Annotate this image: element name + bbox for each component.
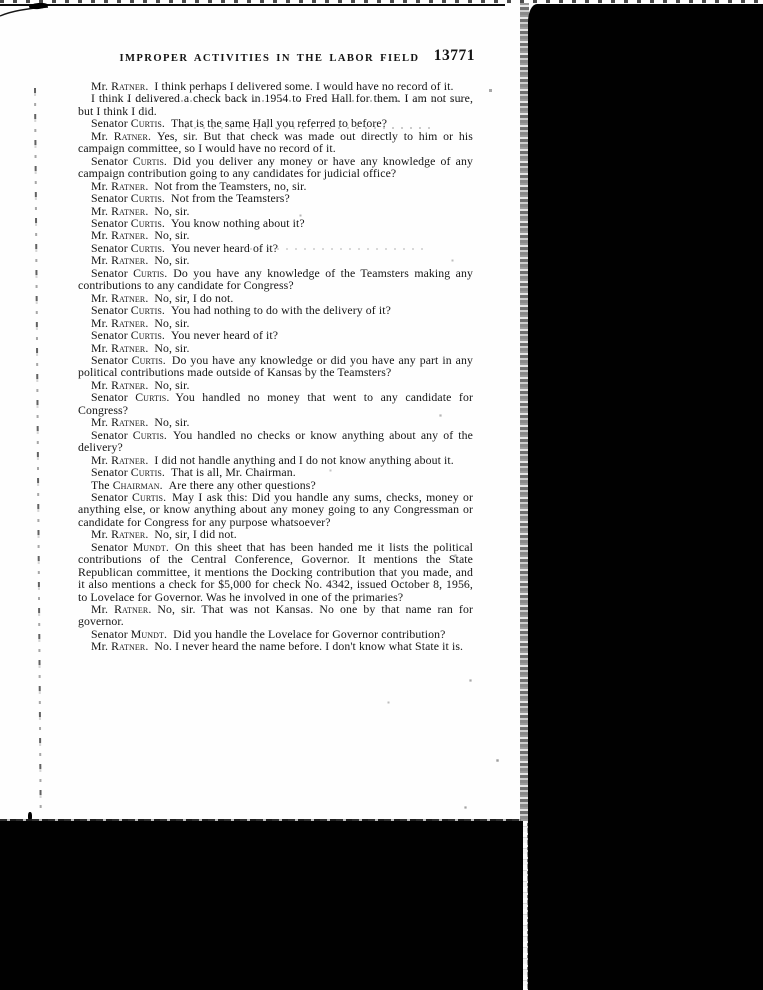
transcript-paragraph: Mr. Ratner. No. I never heard the name before. I don't know what State it is. [91, 639, 464, 654]
transcript-paragraph: Mr. Ratner. No, sir. [91, 228, 190, 243]
transcript [78, 80, 473, 653]
speaker-prefix: Mr. [91, 377, 112, 392]
page-edge-strip-lower [523, 821, 528, 990]
transcript-paragraph: Mr. Ratner. No, sir. [91, 340, 190, 355]
speech-text: You never heard of it? [170, 240, 279, 255]
transcript-paragraph: Senator Curtis. That is the same Hall you referred to before? [91, 116, 388, 131]
speech-text: You had nothing to do with the delivery of it? [170, 303, 391, 318]
speaker-name: Ratner [111, 527, 146, 542]
speaker-prefix: Senator [91, 215, 131, 230]
speaker-prefix: Mr. [91, 527, 112, 542]
speech-text: That is all, Mr. Chairman. [170, 465, 296, 480]
speaker-prefix: Mr. [91, 452, 112, 467]
transcript-paragraph: Mr. Ratner. No, sir. [91, 253, 190, 268]
transcript-paragraph: Mr. Ratner. I think perhaps I delivered some. I would have no record of it. [91, 79, 454, 93]
speaker-name: Curtis [130, 328, 162, 343]
speaker-name: Ratner [111, 415, 146, 430]
speaker-prefix: Senator [91, 328, 131, 343]
speaker-prefix: Senator [91, 265, 134, 280]
transcript-paragraph: Senator Curtis. That is all, Mr. Chairman. [91, 465, 296, 480]
speech-text: Are there any other questions? [168, 477, 316, 492]
transcript-paragraph: Mr. Ratner. I did not handle anything and I do not know anything about it. [91, 452, 454, 467]
speech-text: No, sir. [154, 340, 190, 355]
scan-top-dashes [0, 0, 763, 3]
speech-text: No, sir, I did not. [154, 527, 237, 542]
speaker-prefix: Senator [91, 303, 131, 318]
transcript-paragraph: Senator Mundt. On this sheet that has been handed me it lists the political contributions of the Central Conference, Governor. It mentions the State Republican committee, it mentions the Docking contribution that you made, and it also mentions a check for $5,000 for check No. 4342, issued October 8, 1956, to Lovelace for Governor. Was he involved in one of the primaries? [78, 539, 473, 604]
transcript-paragraph: Mr. Ratner. No, sir. [91, 415, 190, 430]
speaker-name: Ratner [114, 602, 149, 617]
binding-gutter-line [34, 88, 41, 814]
page-bottom-edge [0, 819, 521, 822]
speaker-prefix: Mr. [91, 340, 112, 355]
speaker-prefix: Mr. [91, 253, 112, 268]
transcript-paragraph: Senator Curtis. Do you have any knowledge of the Teamsters making any contributions to any candidate for Congress? [78, 265, 473, 293]
speaker-prefix: Mr. [91, 203, 112, 218]
speaker-prefix: Mr. [91, 415, 112, 430]
speaker-name: Ratner [111, 639, 146, 654]
transcript-paragraph: Mr. Ratner. No, sir. [91, 203, 190, 218]
transcript-paragraph: Senator Mundt. Did you handle the Lovelace for Governor contribution? [91, 626, 446, 641]
speech-text: Do you have any knowledge of the Teamsters making any contributions to any candidate for Congress? [78, 265, 473, 293]
speaker-name: Curtis [132, 153, 164, 168]
transcript-paragraph: Mr. Ratner. No, sir, I did not. [91, 527, 237, 542]
speaker-prefix: Senator [91, 390, 136, 405]
speaker-name: Ratner [111, 315, 146, 330]
speaker-prefix: Senator [91, 489, 132, 504]
transcript-paragraph: Mr. Ratner. No, sir. [91, 377, 190, 392]
speaker-prefix: Mr. [91, 79, 112, 93]
speech-text: No, sir. [154, 315, 190, 330]
transcript-paragraph: Senator Curtis. You had nothing to do with the delivery of it? [91, 303, 391, 318]
speaker-name: Curtis [133, 265, 165, 280]
speaker-name: Ratner [111, 228, 146, 243]
speech-text: That is the same Hall you referred to before? [170, 116, 388, 131]
speaker-name: Mundt [130, 626, 165, 641]
speech-text: I did not handle anything and I do not know anything about it. [154, 452, 454, 467]
transcript-paragraph: Senator Curtis. May I ask this: Did you handle any sums, checks, money or anything else, or know anything about any money going to any Congressman or candidate for Congress for any purpose whatsoever? [78, 489, 473, 529]
speech-text: Did you deliver any money or have any knowledge of any campaign contribution going to any candidates for judicial office? [78, 153, 473, 181]
speaker-name: Curtis [132, 427, 164, 442]
speaker-prefix: The [91, 477, 113, 492]
speech-text: Not from the Teamsters, no, sir. [154, 178, 307, 193]
transcript-paragraph [78, 92, 473, 117]
speaker-name: Ratner [111, 79, 146, 93]
speaker-prefix: Senator [91, 626, 131, 641]
speaker-name: Ratner [111, 203, 146, 218]
transcript-paragraph: Senator Curtis. You handled no checks or know anything about any of the delivery? [78, 427, 473, 455]
speaker-prefix: Senator [91, 191, 131, 206]
speaker-name: Ratner [111, 253, 146, 268]
speaker-name: Curtis [130, 215, 162, 230]
speech-text: You know nothing about it? [170, 215, 305, 230]
speech-text: No, sir. That was not Kansas. No one by that name ran for governor. [78, 602, 473, 629]
transcript-paragraph: Senator Curtis. You handled no money that went to any candidate for Congress? [78, 390, 473, 417]
running-head-title: IMPROPER ACTIVITIES IN THE LABOR FIELD [119, 53, 420, 64]
transcript-paragraph: Senator Curtis. Not from the Teamsters? [91, 191, 290, 206]
speech-text: No, sir. [154, 228, 190, 243]
transcript-paragraph: Mr. Ratner. No, sir. That was not Kansas. No one by that name ran for governor. [78, 602, 473, 629]
speech-text: Not from the Teamsters? [170, 191, 290, 206]
speaker-prefix: Mr. [91, 128, 114, 143]
speaker-prefix: Mr. [91, 639, 112, 654]
speech-text: No. I never heard the name before. I don't know what State it is. [154, 639, 464, 654]
speaker-prefix: Senator [91, 352, 132, 367]
transcript-paragraph: The Chairman. Are there any other questions? [91, 477, 316, 492]
speaker-name: Curtis [130, 116, 162, 131]
speaker-name: Curtis [130, 303, 162, 318]
speaker-name: Ratner [111, 452, 146, 467]
speaker-prefix: Senator [91, 240, 131, 255]
speech-text: You never heard of it? [170, 328, 279, 343]
speaker-prefix: Senator [91, 465, 131, 480]
transcript-paragraph: Mr. Ratner. No, sir. [91, 315, 190, 330]
transcript-paragraph: Mr. Ratner. Yes, sir. But that check was made out directly to him or his campaign committee, so I would have no record of it. [78, 128, 473, 156]
speaker-prefix: Mr. [91, 228, 112, 243]
transcript-paragraph: Senator Curtis. Did you deliver any money or have any knowledge of any campaign contribution going to any candidates for judicial office? [78, 153, 473, 181]
speaker-name: Chairman [112, 477, 160, 492]
speaker-prefix: Senator [91, 116, 131, 131]
speech-text: No, sir. [154, 203, 190, 218]
running-head [78, 47, 475, 64]
page-content [78, 47, 475, 654]
speaker-prefix: Mr. [91, 290, 112, 305]
speaker-prefix: Senator [91, 153, 133, 168]
speaker-name: Curtis [130, 191, 162, 206]
speech-text: I think perhaps I delivered some. I would have no record of it. [154, 79, 454, 93]
speech-text: Yes, sir. But that check was made out directly to him or his campaign committee, so I would have no record of it. [78, 128, 473, 156]
speaker-name: Curtis [131, 489, 164, 504]
speaker-prefix: Senator [91, 427, 133, 442]
transcript-paragraph: Senator Curtis. You know nothing about it? [91, 215, 305, 230]
scan-border-right [528, 4, 763, 990]
speech-text: No, sir, I do not. [154, 290, 234, 305]
transcript-paragraph: Mr. Ratner. Not from the Teamsters, no, sir. [91, 178, 307, 193]
speech-text: You handled no checks or know anything about any of the delivery? [78, 427, 473, 455]
speaker-name: Curtis [130, 465, 162, 480]
speech-text: On this sheet that has been handed me it lists the political contributions of the Central Conference, Governor. It mentions the State Republican committee, it mentions the Docking contribution that you made, and it also mentions a check for $5,000 for check No. 4342, issued October 8, 1956, to Lovelace for Governor. Was he involved in one of the primaries? [78, 539, 473, 604]
scan-top-line [0, 4, 505, 6]
speaker-prefix: Mr. [91, 315, 112, 330]
transcript-paragraph: Senator Curtis. You never heard of it? [91, 240, 279, 255]
speaker-name: Curtis [131, 352, 163, 367]
speaker-name: Curtis [135, 390, 167, 405]
transcript-paragraph: Senator Curtis. You never heard of it? [91, 328, 279, 343]
speaker-name: Ratner [111, 290, 146, 305]
speaker-name: Ratner [111, 377, 146, 392]
speech-text: No, sir. [154, 253, 190, 268]
speaker-prefix: Mr. [91, 178, 112, 193]
speech-text: Did you handle the Lovelace for Governor contribution? [173, 626, 446, 641]
speaker-name: Ratner [111, 178, 146, 193]
speaker-name: Ratner [113, 128, 148, 143]
speaker-prefix: Senator [91, 539, 133, 554]
transcript-paragraph: Mr. Ratner. No, sir, I do not. [91, 290, 234, 305]
speech-text: Do you have any knowledge or did you have any part in any political contributions made outside of Kansas by the Teamsters? [78, 352, 473, 380]
speech-text: I think I delivered a check back in 1954 to Fred Hall for them. I am not sure, but I think I did. [78, 91, 473, 118]
speech-text: No, sir. [154, 415, 190, 430]
transcript-paragraph: Senator Curtis. Do you have any knowledge or did you have any part in any political contributions made outside of Kansas by the Teamsters? [78, 352, 473, 380]
speaker-prefix: Mr. [91, 602, 115, 617]
page-number: 13771 [433, 47, 475, 64]
speech-text: No, sir. [154, 377, 190, 392]
scan-border-bottom [0, 821, 523, 990]
speaker-name: Mundt [132, 539, 166, 554]
speech-text: You handled no money that went to any candidate for Congress? [78, 390, 473, 417]
speech-text: May I ask this: Did you handle any sums, checks, money or anything else, or know anything about any money going to any Congressman or candidate for Congress for any purpose whatsoever? [78, 489, 473, 529]
speaker-name: Ratner [111, 340, 146, 355]
speaker-name: Curtis [130, 240, 162, 255]
